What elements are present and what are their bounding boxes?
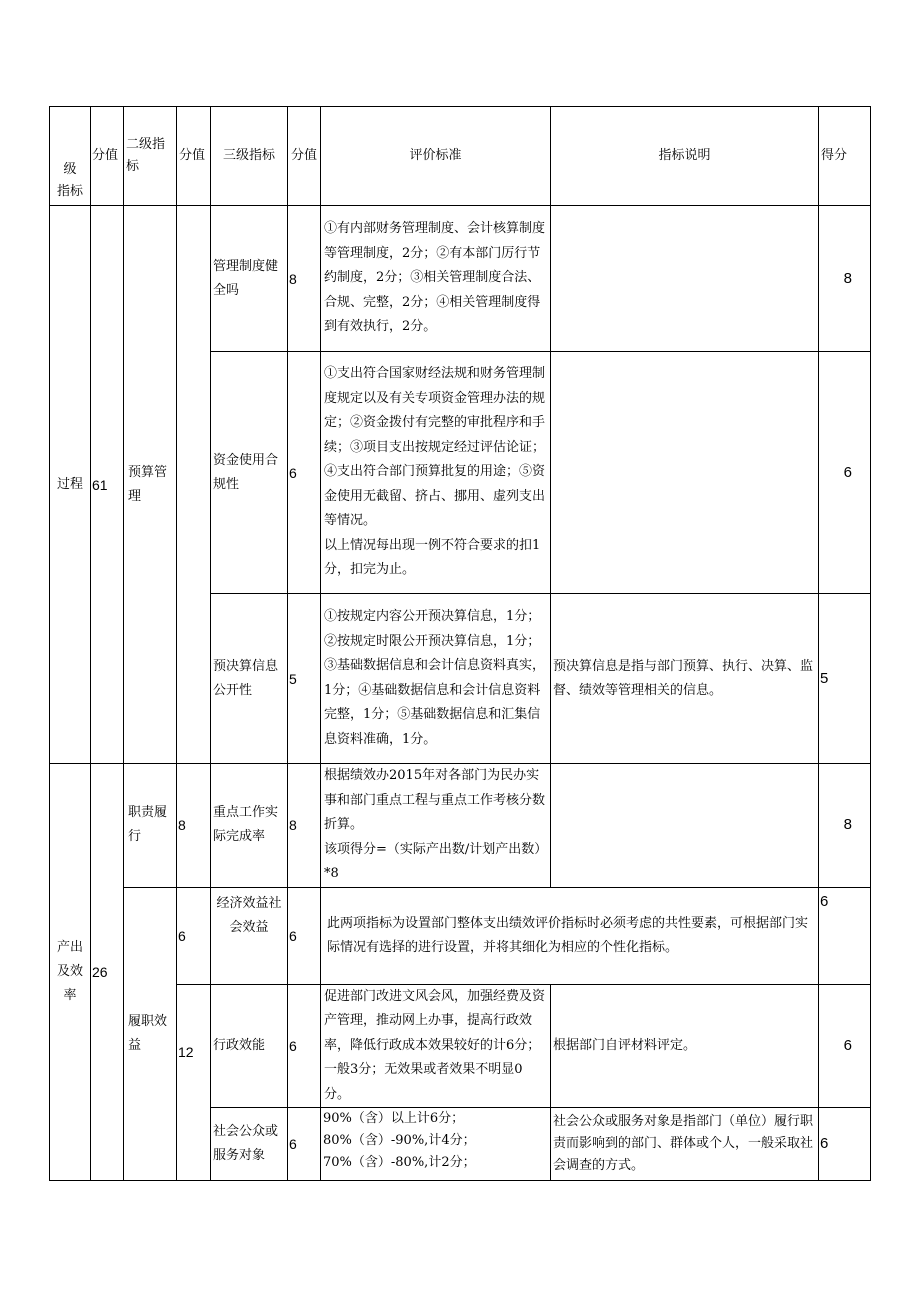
row4-criteria-extra: 该项得分=（实际产出数/计划产出数）*8: [324, 841, 541, 881]
row6-score: 6: [288, 984, 321, 1108]
row2-criteria-extra: 以上情况每出现一例不符合要求的扣1分，扣完为止。: [324, 537, 541, 578]
row5-criteria: 此两项指标为设置部门整体支出绩效评价指标时必须考虑的共性要素，可根据部门实际情况有选择的进行设置，并将其细化为相应的个性化指标。: [321, 887, 819, 984]
row7-explanation: 社会公众或服务对象是指部门（单位）履行职责而影响到的部门、群体或个人，一般采取社会调查的方式。: [551, 1108, 819, 1181]
row3-name: 预决算信息公开性: [211, 594, 288, 764]
row1-criteria: ①有内部财务管理制度、会计核算制度等管理制度，2分；②有本部门厉行节约制度，2分；③相关管理制度合法、合规、完整，2分；④相关管理制度得到有效执行，2分。: [321, 206, 551, 352]
row3-result: 5: [819, 594, 871, 764]
level2-budget-score: [177, 206, 211, 764]
level2-duty-score: 8: [177, 764, 211, 888]
row3-criteria: ①按规定内容公开预决算信息，1分；②按规定时限公开预决算信息，1分；③基础数据信息和会计信息资料真实，1分；④基础数据信息和会计信息资料完整，1分；⑤基础数据信息和汇集信息资料准确，1分。: [321, 594, 551, 764]
group-process-score: 61: [91, 206, 124, 764]
table-row: [50, 764, 871, 888]
row2-score: 6: [288, 352, 321, 594]
row2-explanation: [551, 352, 819, 594]
table-row: [50, 206, 871, 352]
row7-name: 社会公众或服务对象: [211, 1108, 288, 1181]
row5-result: 6: [819, 887, 871, 984]
header-result: 得分: [819, 107, 871, 206]
row7-score: 6: [288, 1108, 321, 1181]
row7-criteria-2: 80%（含）-90%,计4分；: [323, 1133, 476, 1148]
row2-name: 资金使用合规性: [211, 352, 288, 594]
row4-criteria: 根据绩效办2015年对各部门为民办实事和部门重点工程与重点工作考核分数折算。: [324, 768, 546, 832]
header-score3: 分值: [288, 107, 321, 206]
row2-criteria: ①支出符合国家财经法规和财务管理制度规定以及有关专项资金管理办法的规定；②资金拨付有完整的审批程序和手续；③项目支出按规定经过评估论证；④支出符合部门预算批复的用途；⑤资金使用无截留、挤占、挪用、虚列支出等情况。: [324, 366, 546, 529]
row6-result: 6: [819, 984, 871, 1108]
row4-criteria-cell: [321, 764, 551, 888]
row2-result: 6: [819, 352, 871, 594]
row3-score: 5: [288, 594, 321, 764]
table-header-row: [50, 107, 871, 206]
header-level3: 三级指标: [211, 107, 288, 206]
row6-name: 行政效能: [211, 984, 288, 1108]
header-level2: 二级指标: [124, 107, 177, 206]
group-output-label: 产出及效率: [50, 764, 91, 1181]
header-score2: 分值: [177, 107, 211, 206]
row6-explanation: 根据部门自评材料评定。: [551, 984, 819, 1108]
row1-score: 8: [288, 206, 321, 352]
header-explanation: 指标说明: [551, 107, 819, 206]
group-output-score: 26: [91, 764, 124, 1181]
header-level1: 级 指标: [50, 107, 91, 206]
row4-score: 8: [288, 764, 321, 888]
row4-explanation: [551, 764, 819, 888]
row5-score: 6: [288, 887, 321, 984]
row7-criteria-3: 70%（含）-80%,计2分；: [323, 1155, 476, 1170]
row1-name: 管理制度健全吗: [211, 206, 288, 352]
row2-criteria-cell: [321, 352, 551, 594]
header-score1: 分值: [91, 107, 124, 206]
level2-perform-label: 履职效益: [124, 887, 177, 1181]
level2-perform-score-b: 12: [177, 984, 211, 1181]
row7-criteria-1: 90%（含）以上计6分；: [323, 1111, 465, 1126]
group-process-label: 过程: [50, 206, 91, 764]
header-criteria: 评价标准: [321, 107, 551, 206]
row1-result: 8: [819, 206, 871, 352]
row7-criteria-cell: [321, 1108, 551, 1181]
row4-name: 重点工作实际完成率: [211, 764, 288, 888]
row3-explanation: 预决算信息是指与部门预算、执行、决算、监督、绩效等管理相关的信息。: [551, 594, 819, 764]
row5-name: 经济效益社会效益: [211, 887, 288, 984]
evaluation-table: [49, 106, 871, 1181]
level2-perform-score-a: 6: [177, 887, 211, 984]
level2-duty-label: 职责履行: [124, 764, 177, 888]
row6-criteria: 促进部门改进文风会风，加强经费及资产管理，推动网上办事，提高行政效率，降低行政成本效果较好的计6分；一般3分；无效果或者效果不明显0分。: [321, 984, 551, 1108]
row1-explanation: [551, 206, 819, 352]
row7-result: 6: [819, 1108, 871, 1181]
row4-result: 8: [819, 764, 871, 888]
table-row: [50, 887, 871, 984]
level2-budget-label: 预算管理: [124, 206, 177, 764]
